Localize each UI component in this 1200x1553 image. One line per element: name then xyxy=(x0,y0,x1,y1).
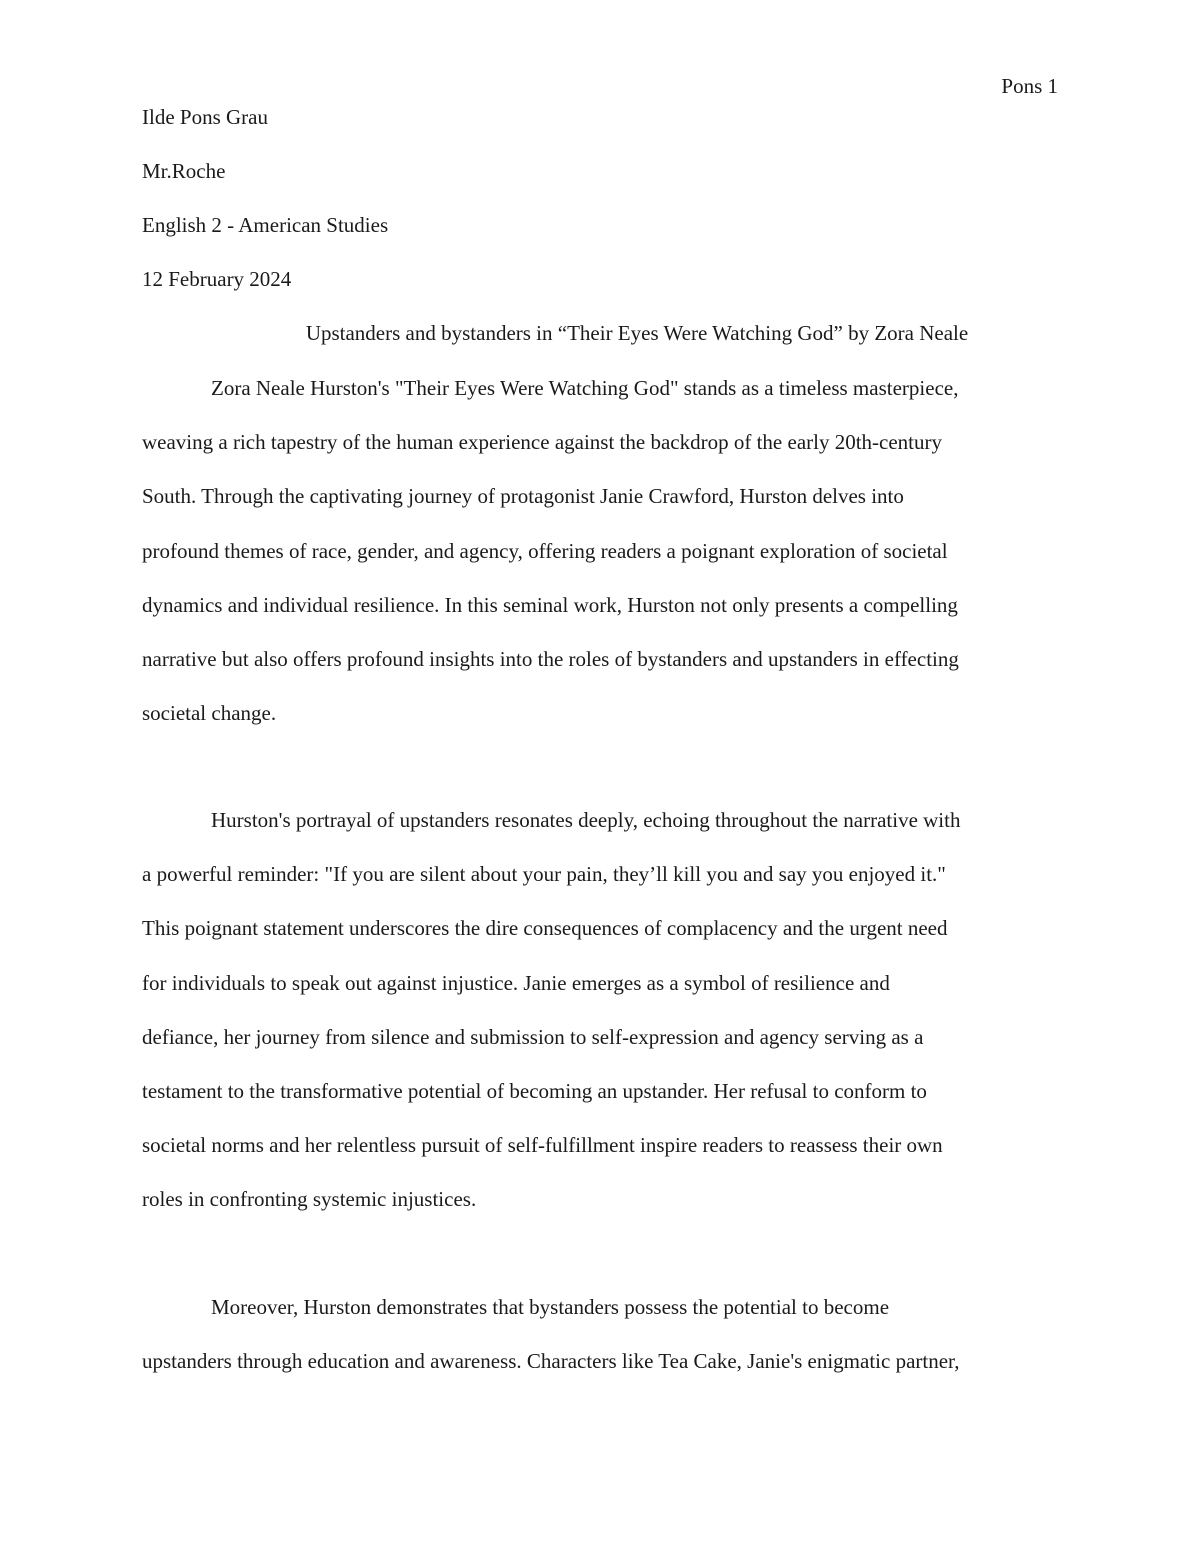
student-name: Ilde Pons Grau xyxy=(142,105,268,129)
paragraph-line: This poignant statement underscores the dire consequences of complacency and the urgent need xyxy=(142,916,948,941)
paragraph-line: societal norms and her relentless pursuit of self-fulfillment inspire readers to reassess their own xyxy=(142,1133,943,1158)
paragraph-line: for individuals to speak out against injustice. Janie emerges as a symbol of resilience and xyxy=(142,970,890,995)
course-name: English 2 - American Studies xyxy=(142,213,389,237)
paragraph-line: roles in confronting systemic injustices. xyxy=(142,1187,477,1212)
paragraph-line: upstanders through education and awareness. Characters like Tea Cake, Janie's enigmatic partner, xyxy=(142,1349,960,1374)
paragraph-3 xyxy=(142,1293,1062,1401)
running-head: Pons 1 xyxy=(1001,74,1058,98)
paragraph-line: Moreover, Hurston demonstrates that bystanders possess the potential to become xyxy=(211,1295,890,1319)
mla-heading xyxy=(142,103,1062,319)
teacher-name: Mr.Roche xyxy=(142,159,226,183)
paragraph-line: societal change. xyxy=(142,701,277,726)
paragraph-line: defiance, her journey from silence and submission to self-expression and agency serving as a xyxy=(142,1024,924,1049)
paragraph-line: a powerful reminder: "If you are silent about your pain, they’ll kill you and say you enjoyed it." xyxy=(142,862,946,887)
paragraph-line: dynamics and individual resilience. In this seminal work, Hurston not only presents a compelling xyxy=(142,592,958,617)
paragraph-1 xyxy=(142,374,1062,753)
paragraph-2 xyxy=(142,806,1062,1240)
paragraph-line: Hurston's portrayal of upstanders resonates deeply, echoing throughout the narrative with xyxy=(211,808,961,832)
paragraph-line: weaving a rich tapestry of the human experience against the backdrop of the early 20th-century xyxy=(142,430,943,455)
paragraph-line: narrative but also offers profound insights into the roles of bystanders and upstanders in effecting xyxy=(142,646,959,671)
paragraph-line: Zora Neale Hurston's "Their Eyes Were Watching God" stands as a timeless masterpiece, xyxy=(211,376,959,400)
essay-date: 12 February 2024 xyxy=(142,267,292,291)
paragraph-line: profound themes of race, gender, and agency, offering readers a poignant exploration of societal xyxy=(142,538,948,563)
paragraph-line: South. Through the captivating journey of protagonist Janie Crawford, Hurston delves into xyxy=(142,484,904,509)
paragraph-line: testament to the transformative potential of becoming an upstander. Her refusal to conform to xyxy=(142,1078,927,1103)
essay-title: Upstanders and bystanders in “Their Eyes Were Watching God” by Zora Neale xyxy=(305,321,969,345)
